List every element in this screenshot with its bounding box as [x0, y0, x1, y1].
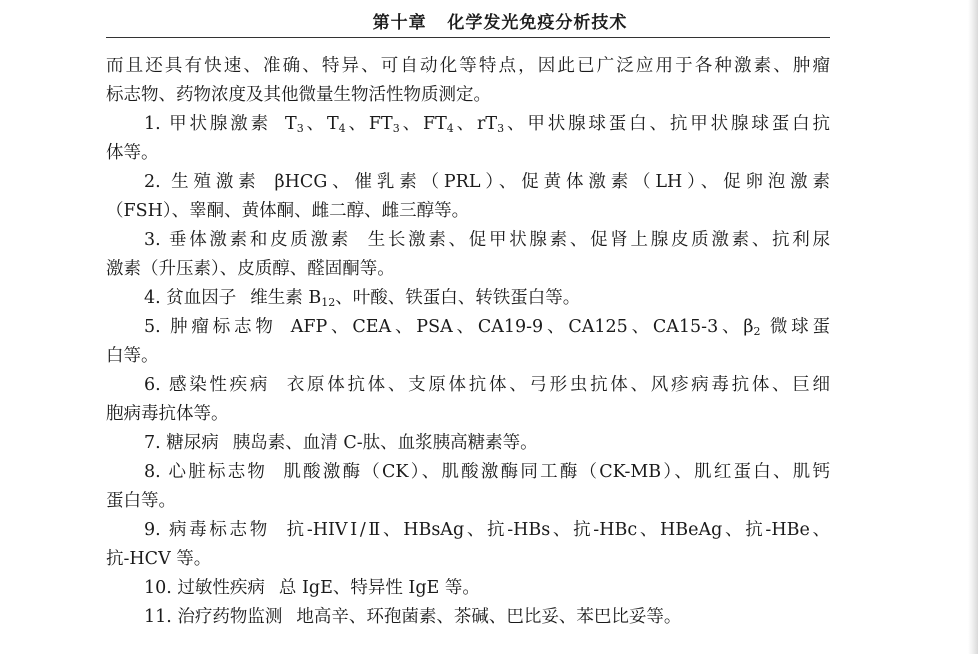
item-category: 感染性疾病 [169, 375, 271, 395]
list-item-10 [106, 574, 830, 603]
item-category: 垂体激素和皮质激素 [169, 230, 351, 250]
item-number: 4. [144, 288, 161, 308]
item-number: 1. [144, 114, 161, 134]
list-item-6-continuation: 胞病毒抗体等。 [106, 404, 229, 424]
item-number: 11. [144, 607, 172, 627]
item-category: 甲状腺激素 [169, 114, 271, 134]
item-category: 治疗药物监测 [177, 607, 283, 627]
list-item-9-continuation: 抗-HCV 等。 [106, 549, 212, 569]
list-item-6 [106, 371, 830, 400]
intro-line-1: 而且还具有快速、准确、特异、可自动化等特点，因此已广泛应用于各种激素、肿瘤 [106, 56, 830, 76]
intro-line-2: 标志物、药物浓度及其他微量生物活性物质测定。 [106, 85, 491, 105]
item-text: 抗-HIVⅠ/Ⅱ、HBsAg、抗-HBs、抗-HBc、HBeAg、抗-HBe、 [283, 520, 831, 540]
item-category: 过敏性疾病 [177, 578, 265, 598]
list-item-8-continuation: 蛋白等。 [106, 491, 176, 511]
item-text: 地高辛、环孢菌素、茶碱、巴比妥、苯巴比妥等。 [296, 607, 682, 627]
list-item-3-continuation: 激素（升压素）、皮质醇、醛固酮等。 [106, 259, 395, 279]
list-item-1-continuation: 体等。 [106, 143, 159, 163]
item-number: 8. [144, 462, 161, 482]
page-edge-shadow [968, 0, 978, 654]
list-item-9 [106, 516, 830, 545]
list-item-5: 5. 肿瘤标志物 AFP、CEA、PSA、CA19-9、CA125、CA15-3、$\beta_2$ 微球蛋 [144, 317, 830, 338]
item-number: 9. [144, 520, 161, 540]
item-category: 心脏标志物 [168, 462, 268, 482]
list-item-4: 4. 贫血因子 维生素 $B_{12}$、叶酸、铁蛋白、转铁蛋白等。 [144, 288, 581, 309]
item-text: 肌酸激酶（CK）、肌酸激酶同工酶（CK-MB）、肌红蛋白、肌钙 [281, 462, 830, 482]
list-item-3 [106, 226, 830, 255]
item-text: 胰岛素、血清 C-肽、血浆胰高糖素等。 [232, 433, 538, 453]
item-category: 糖尿病 [166, 433, 219, 453]
item-text: βHCG、催乳素（PRL）、促黄体激素（LH）、促卵泡激素 [274, 172, 831, 192]
item-number: 2. [144, 172, 161, 192]
list-item-2-continuation: （FSH）、睾酮、黄体酮、雌二醇、雌三醇等。 [106, 201, 470, 221]
item-category: 病毒标志物 [168, 520, 270, 540]
item-number: 3. [144, 230, 161, 250]
item-text: 生长激素、促甲状腺素、促肾上腺皮质激素、抗利尿 [364, 230, 830, 250]
header-rule [106, 37, 830, 38]
item-category: 贫血因子 [166, 288, 237, 308]
body-text [106, 52, 830, 632]
running-header [300, 8, 700, 33]
chapter-title: 化学发光免疫分析技术 [447, 13, 628, 33]
item-text: 衣原体抗体、支原体抗体、弓形虫抗体、风疹病毒抗体、巨细 [284, 375, 830, 395]
item-number: 10. [144, 578, 172, 598]
item-number: 7. [144, 433, 161, 453]
item-number: 5. [144, 317, 161, 337]
list-item-2 [106, 168, 830, 197]
item-category: 肿瘤标志物 [170, 317, 277, 337]
chapter-number: 第十章 [372, 13, 427, 33]
list-item-1: 1. 甲状腺激素 $T_3$、$T_4$、$FT_3$、$FT_4$、$rT_3$、甲状腺球蛋白、抗甲状腺球蛋白抗 [144, 114, 831, 135]
list-item-7 [106, 429, 830, 458]
item-text: 总 IgE、特异性 IgE 等。 [278, 578, 480, 598]
item-number: 6. [144, 375, 161, 395]
item-category: 生殖激素 [171, 172, 261, 192]
list-item-11 [106, 603, 830, 632]
list-item-8 [106, 458, 830, 487]
list-item-5-continuation: 白等。 [106, 346, 159, 366]
